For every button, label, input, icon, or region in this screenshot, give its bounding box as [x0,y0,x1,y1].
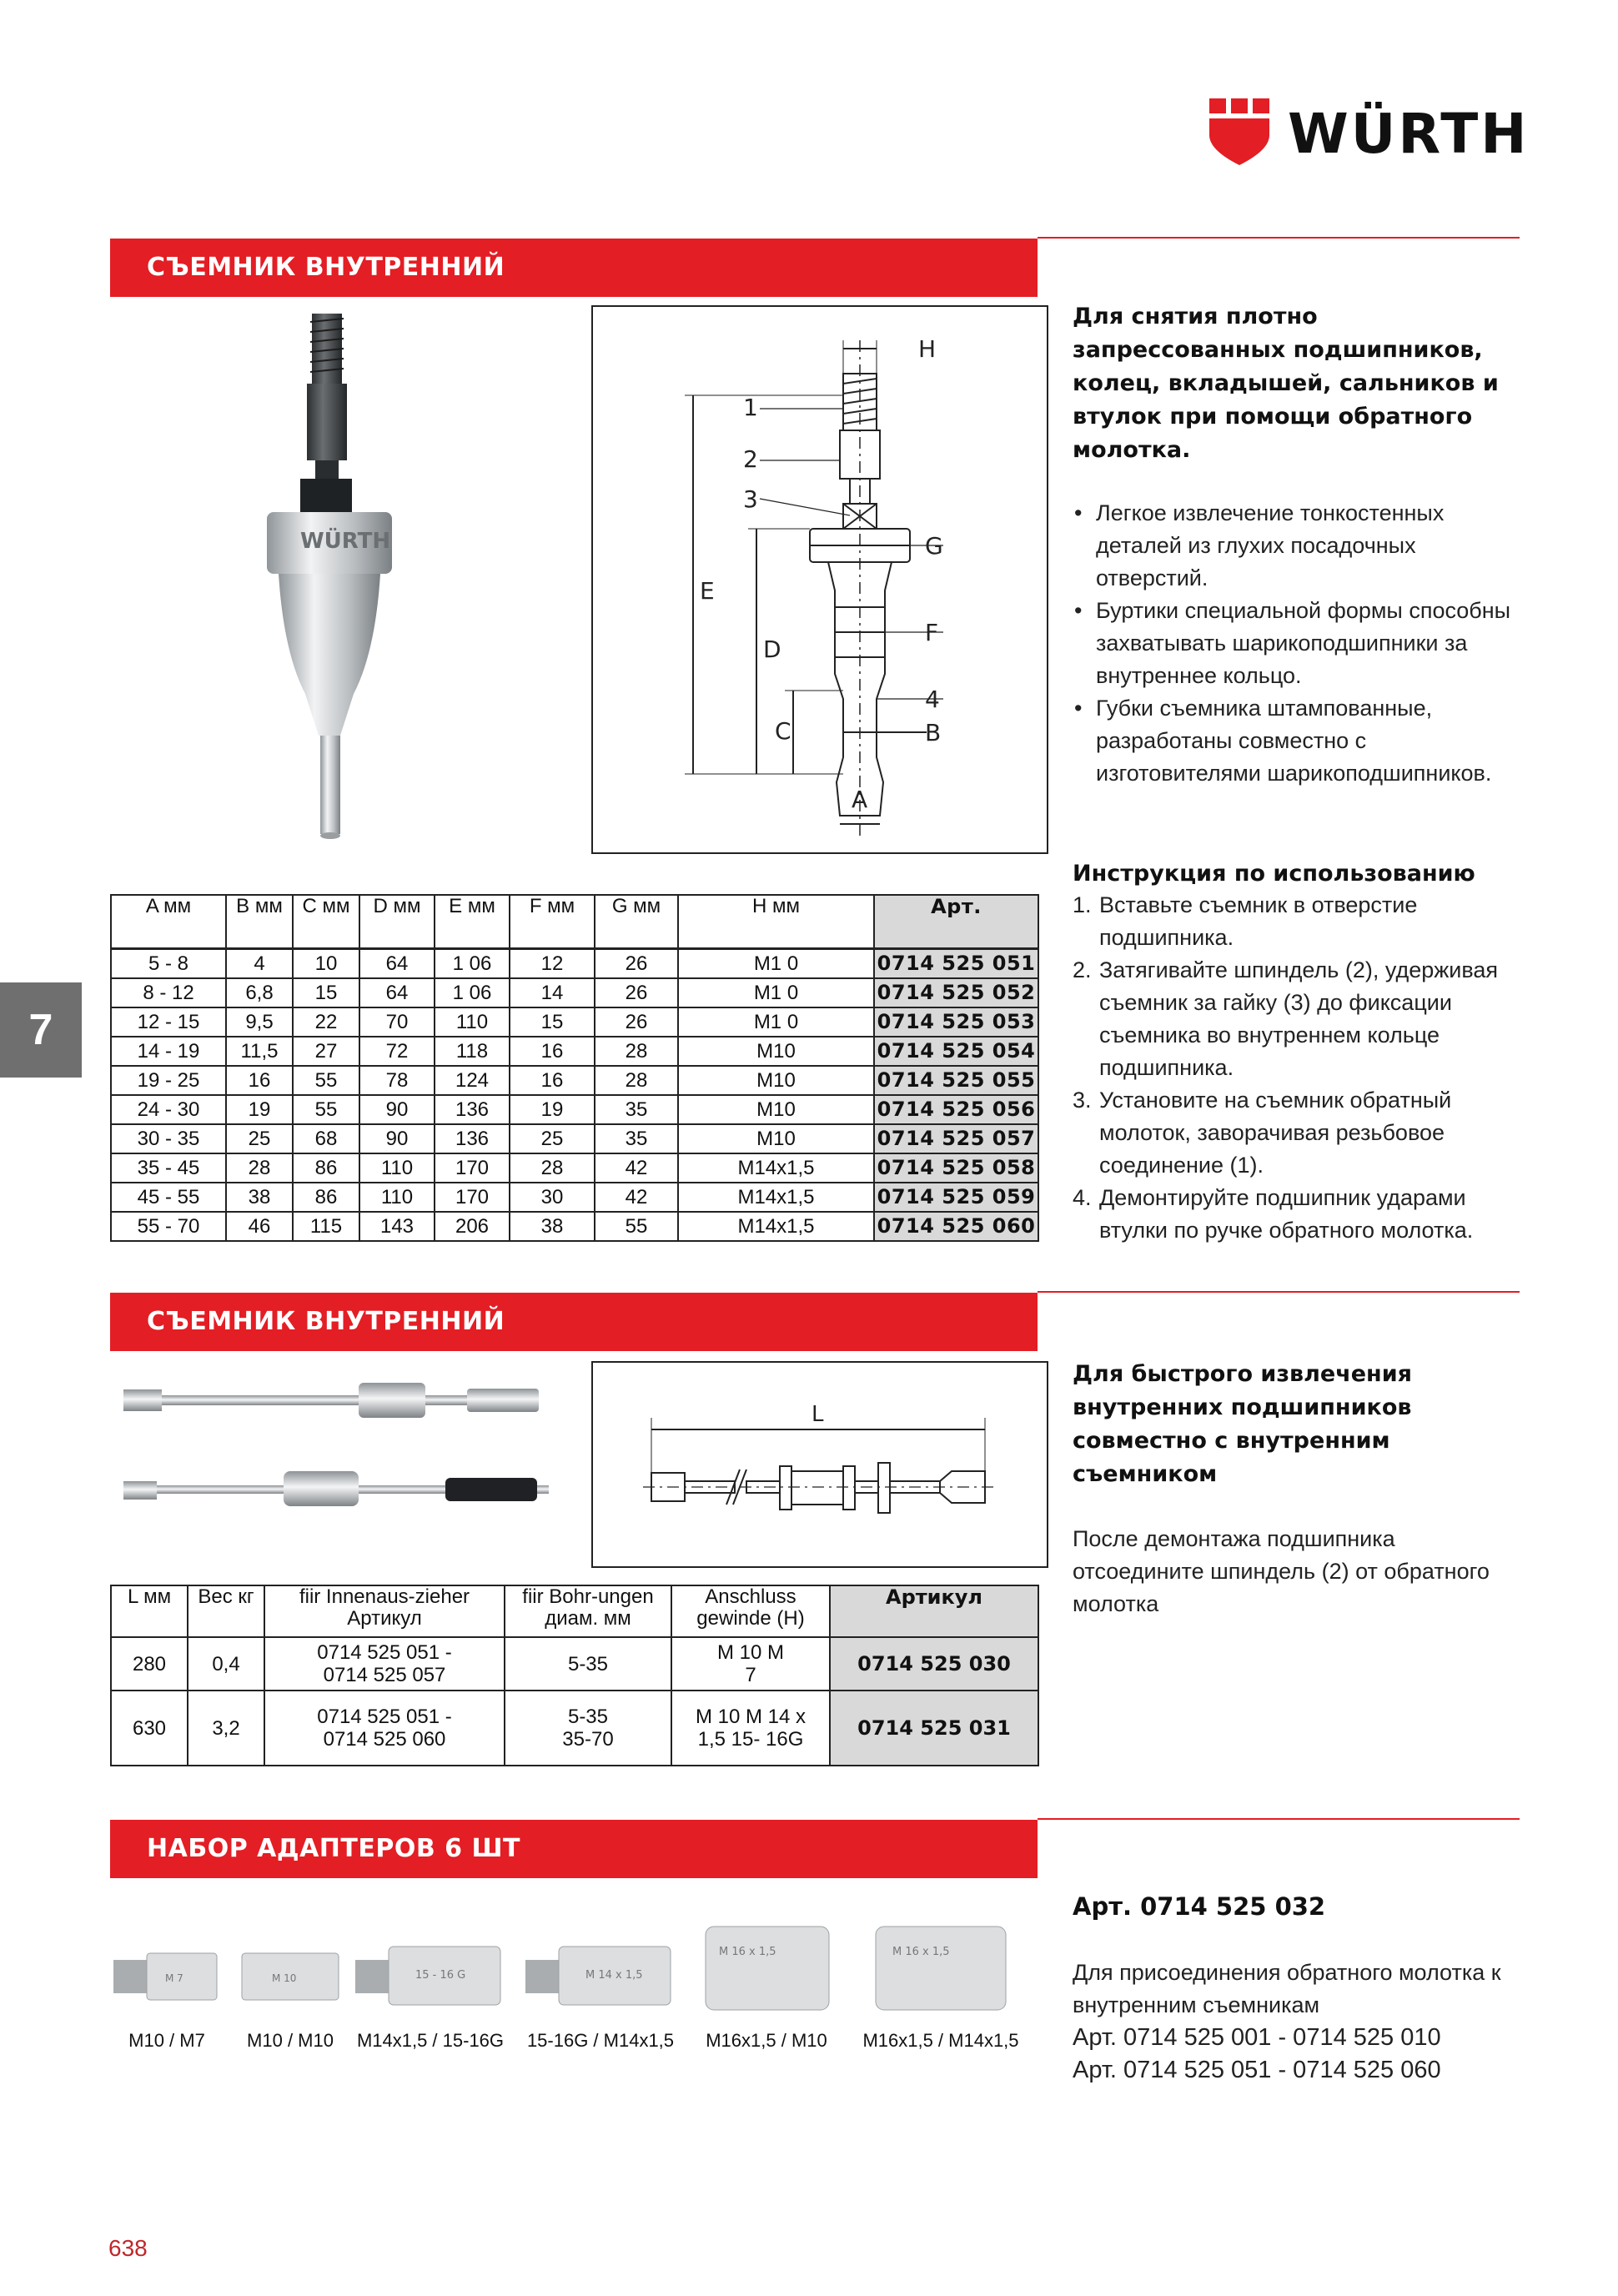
table-cell: 206 [435,1212,510,1241]
section3-rule [1038,1818,1520,1820]
adapter-icon [355,1935,505,2015]
table-header-row [111,1585,1038,1637]
table-cell: 35 - 45 [111,1153,226,1183]
adapter-stamp: M 10 [272,1972,297,1984]
internal-puller-photo-icon [250,302,434,852]
table-cell: 68 [293,1124,359,1153]
drawing-label-e: E [700,577,715,605]
puller-photo [250,302,434,852]
table-cell: 42 [595,1153,678,1183]
table-cell: 16 [510,1037,595,1066]
table-cell: M1 0 [678,948,874,978]
table-cell: 19 [510,1095,595,1124]
table-cell: M10 [678,1066,874,1095]
table-row [111,1124,1038,1153]
table-cell: 38 [226,1183,293,1212]
table-cell: 14 [510,978,595,1007]
article-number-cell: 0714 525 051 [874,948,1038,978]
bullet-item: • Буртики специальной формы способны захватывать шарикоподшипники за внутреннее кольцо. [1073,595,1523,692]
table-cell: 86 [293,1183,359,1212]
table-header-row [111,895,1038,948]
table-cell: 110 [359,1153,435,1183]
section1-bullets [1073,497,1523,790]
table-cell: 55 [293,1095,359,1124]
table-cell: 30 [510,1183,595,1212]
section2-title: СЪЕМНИК ВНУТРЕННИЙ [147,1307,505,1336]
adapter-set [108,1902,1043,2052]
drawing-label-l: L [812,1402,824,1427]
table-row [111,1007,1038,1037]
table-row [111,1637,1038,1691]
adapter-icon [702,1922,832,2015]
slide-hammer-photo [117,1368,550,1526]
table-cell: 1 06 [435,948,510,978]
col-header: fiir Innenaus-zieher Артикул [264,1585,505,1637]
adapter-item [232,1902,349,2052]
table-cell: 124 [435,1066,510,1095]
table-cell: 5-35 [505,1637,671,1691]
table-cell: 8 - 12 [111,978,226,1007]
bullet-item: • Губки съемника штампованные, разработаны совместно с изготовителями шарикоподшипников. [1073,692,1523,790]
bullet-item: • Легкое извлечение тонкостенных деталей из глухих посадочных отверстий. [1073,497,1523,595]
table-row [111,948,1038,978]
table-cell: 28 [510,1153,595,1183]
table-cell: 90 [359,1095,435,1124]
drawing-label-2: 2 [743,445,758,473]
table-cell: 22 [293,1007,359,1037]
table-cell: 55 - 70 [111,1212,226,1241]
table-cell: 9,5 [226,1007,293,1037]
table-cell: 12 - 15 [111,1007,226,1037]
table-cell: M1 0 [678,1007,874,1037]
table-cell: 0714 525 030 [830,1637,1038,1691]
brand-name: WÜRTH [1288,102,1530,166]
article-number-cell: 0714 525 060 [874,1212,1038,1241]
adapter-icon [239,1943,342,2010]
table-cell: 15 [293,978,359,1007]
section2-rule [1038,1291,1520,1293]
adapter-caption: M16x1,5 / M10 [706,2030,827,2051]
col-header: A мм [111,895,226,948]
adapter-caption: M14x1,5 / 15-16G [356,2030,505,2051]
drawing-label-a: A [852,786,868,813]
table-cell: 10 [293,948,359,978]
article-number-cell: 0714 525 054 [874,1037,1038,1066]
adapter-caption: 15-16G / M14x1,5 [526,2030,675,2051]
table-cell: 118 [435,1037,510,1066]
table-cell: 55 [293,1066,359,1095]
table-cell: 24 - 30 [111,1095,226,1124]
table-row [111,1212,1038,1241]
section3-art: Арт. 0714 525 032 [1073,1892,1326,1921]
table-cell: 86 [293,1153,359,1183]
adapter-item [849,1902,1033,2052]
table-row [111,978,1038,1007]
table-row [111,1153,1038,1183]
table-cell: 110 [435,1007,510,1037]
table-row [111,1037,1038,1066]
adapter-item [517,1902,684,2052]
table-cell: 42 [595,1183,678,1212]
col-header: H мм [678,895,874,948]
table-cell: M10 [678,1095,874,1124]
table-cell: 630 [111,1691,188,1766]
col-header: fiir Bohr-ungen диам. мм [505,1585,671,1637]
table-cell: 28 [595,1066,678,1095]
table-cell: 5 - 8 [111,948,226,978]
table-cell: 55 [595,1212,678,1241]
section3-ref-2: Арт. 0714 525 051 - 0714 525 060 [1073,2057,1441,2083]
table-cell: 35 [595,1095,678,1124]
section3-header [110,1820,1038,1878]
table-cell: 11,5 [226,1037,293,1066]
drawing-label-1: 1 [743,394,758,421]
table-cell: 143 [359,1212,435,1241]
table-cell: 280 [111,1637,188,1691]
table-cell: M 10 M 7 [671,1637,830,1691]
article-number-cell: 0714 525 058 [874,1153,1038,1183]
adapter-stamp: M 16 x 1,5 [892,1946,950,1958]
table-cell: 70 [359,1007,435,1037]
table-cell: 0714 525 031 [830,1691,1038,1766]
table-cell: 27 [293,1037,359,1066]
table-cell: 30 - 35 [111,1124,226,1153]
table-cell: 6,8 [226,978,293,1007]
section2-lead: Для быстрого извлечения внутренних подшипников совместно с внутренним съемником [1073,1361,1412,1487]
table-cell: 19 [226,1095,293,1124]
table-cell: 115 [293,1212,359,1241]
instructions-title: Инструкция по использованию [1073,861,1475,887]
section3-body: Для присоединения обратного молотка к внутренним съемникам [1073,1960,1501,2017]
section1-header [110,239,1038,297]
table-cell: M14x1,5 [678,1153,874,1183]
wurth-logo-mark-icon [1209,98,1269,165]
table-cell: 26 [595,978,678,1007]
table-cell: 90 [359,1124,435,1153]
puller-drawing [591,305,1048,854]
table-cell: 28 [226,1153,293,1183]
drawing-label-3: 3 [743,485,758,513]
table-cell: 26 [595,1007,678,1037]
table-cell: 4 [226,948,293,978]
adapter-stamp: 15 - 16 G [415,1969,466,1982]
section3-ref-1: Арт. 0714 525 001 - 0714 525 010 [1073,2024,1441,2051]
drawing-label-g: G [925,532,943,560]
table-cell: 35 [595,1124,678,1153]
article-number-cell: 0714 525 055 [874,1066,1038,1095]
section3-title: НАБОР АДАПТЕРОВ 6 ШТ [147,1834,520,1863]
table-cell: 3,2 [188,1691,264,1766]
article-number-cell: 0714 525 052 [874,978,1038,1007]
table-cell: M14x1,5 [678,1183,874,1212]
article-number-cell: 0714 525 059 [874,1183,1038,1212]
adapter-stamp: M 16 x 1,5 [719,1946,776,1958]
col-header: F мм [510,895,595,948]
table-cell: 0,4 [188,1637,264,1691]
table-row [111,1095,1038,1124]
table-cell: M10 [678,1124,874,1153]
step-item: 4. Демонтируйте подшипник ударами втулки по ручке обратного молотка. [1073,1185,1474,1243]
col-header: B мм [226,895,293,948]
table-cell: 5-35 35-70 [505,1691,671,1766]
table-row [111,1691,1038,1766]
slide-hammer-technical-drawing-icon [593,1363,1047,1566]
article-number-cell: 0714 525 053 [874,1007,1038,1037]
step-item: 2. Затягивайте шпиндель (2), удерживая съемник за гайку (3) до фиксации съемника во внутреннем кольце подшипника. [1073,957,1499,1080]
col-header: D мм [359,895,435,948]
table-cell: 45 - 55 [111,1183,226,1212]
table-cell: 28 [595,1037,678,1066]
table-cell: 12 [510,948,595,978]
table-cell: 14 - 19 [111,1037,226,1066]
table-cell: M10 [678,1037,874,1066]
wurth-logo [1209,98,1530,166]
table-cell: 38 [510,1212,595,1241]
adapter-stamp: M 7 [165,1972,183,1984]
col-header: E мм [435,895,510,948]
col-header: L мм [111,1585,188,1637]
section2-body: После демонтажа подшипника отсоедините шпиндель (2) от обратного молотка [1073,1526,1490,1616]
table-cell: 25 [510,1124,595,1153]
table-cell: M14x1,5 [678,1212,874,1241]
table-cell: 78 [359,1066,435,1095]
adapter-item [347,1902,514,2052]
adapter-caption: M10 / M10 [247,2030,334,2051]
step-item: 3. Установите на съемник обратный молоток, заворачивая резьбовое соединение (1). [1073,1088,1452,1178]
table-body [111,948,1038,1241]
table-cell: 0714 525 051 - 0714 525 060 [264,1691,505,1766]
table-cell: 136 [435,1095,510,1124]
table-cell: 15 [510,1007,595,1037]
col-header: G мм [595,895,678,948]
col-header: Арт. [874,895,1038,948]
table-cell: 19 - 25 [111,1066,226,1095]
section1-rule [1038,237,1520,239]
table-cell: 1 06 [435,978,510,1007]
drawing-label-d: D [763,636,781,663]
table-cell: 170 [435,1183,510,1212]
adapter-caption: M16x1,5 / M14x1,5 [862,2030,1019,2051]
col-header: C мм [293,895,359,948]
table-cell: 110 [359,1183,435,1212]
drawing-label-h: H [918,335,937,363]
slide-hammer-spec-table [110,1585,1039,1766]
table-cell: 16 [226,1066,293,1095]
drawing-label-f: F [925,619,939,646]
article-number-cell: 0714 525 057 [874,1124,1038,1153]
slide-hammer-drawing [591,1361,1048,1568]
table-cell: 0714 525 051 - 0714 525 057 [264,1637,505,1691]
col-header: Артикул [830,1585,1038,1637]
adapter-item [108,1902,225,2052]
instructions-steps [1073,889,1523,1247]
puller-technical-drawing-icon [593,307,1047,852]
puller-stamp: WÜRTH [300,529,391,554]
adapter-icon [113,1943,222,2010]
table-cell: 170 [435,1153,510,1183]
step-item: 1. Вставьте съемник в отверстие подшипника. [1073,892,1418,950]
page-number: 638 [108,2235,148,2261]
table-cell: 64 [359,978,435,1007]
adapter-item [687,1902,846,2052]
table-cell: M 10 M 14 x 1,5 15- 16G [671,1691,830,1766]
section1-lead: Для снятия плотно запрессованных подшипников, колец, вкладышей, сальников и втулок при помощи обратного молотка. [1073,304,1499,463]
article-number-cell: 0714 525 056 [874,1095,1038,1124]
adapter-icon [872,1922,1009,2015]
slide-hammer-photo-icon [117,1368,550,1526]
table-cell: 64 [359,948,435,978]
col-header: Anschluss gewinde (H) [671,1585,830,1637]
table-row [111,1183,1038,1212]
table-cell: 136 [435,1124,510,1153]
table-row [111,1066,1038,1095]
adapter-icon [525,1935,676,2015]
puller-spec-table [110,894,1039,1242]
table-cell: 26 [595,948,678,978]
col-header: Вес кг [188,1585,264,1637]
adapter-caption: M10 / M7 [128,2030,205,2051]
chapter-tab: 7 [0,982,82,1078]
drawing-label-b: B [925,719,942,746]
table-cell: 46 [226,1212,293,1241]
drawing-label-4: 4 [925,686,940,713]
table-cell: 16 [510,1066,595,1095]
table-cell: 72 [359,1037,435,1066]
table-cell: 25 [226,1124,293,1153]
drawing-label-c: C [775,717,791,745]
section1-title: СЪЕМНИК ВНУТРЕННИЙ [147,253,505,282]
section2-header [110,1293,1038,1351]
table-cell: M1 0 [678,978,874,1007]
adapter-stamp: M 14 x 1,5 [585,1969,643,1982]
